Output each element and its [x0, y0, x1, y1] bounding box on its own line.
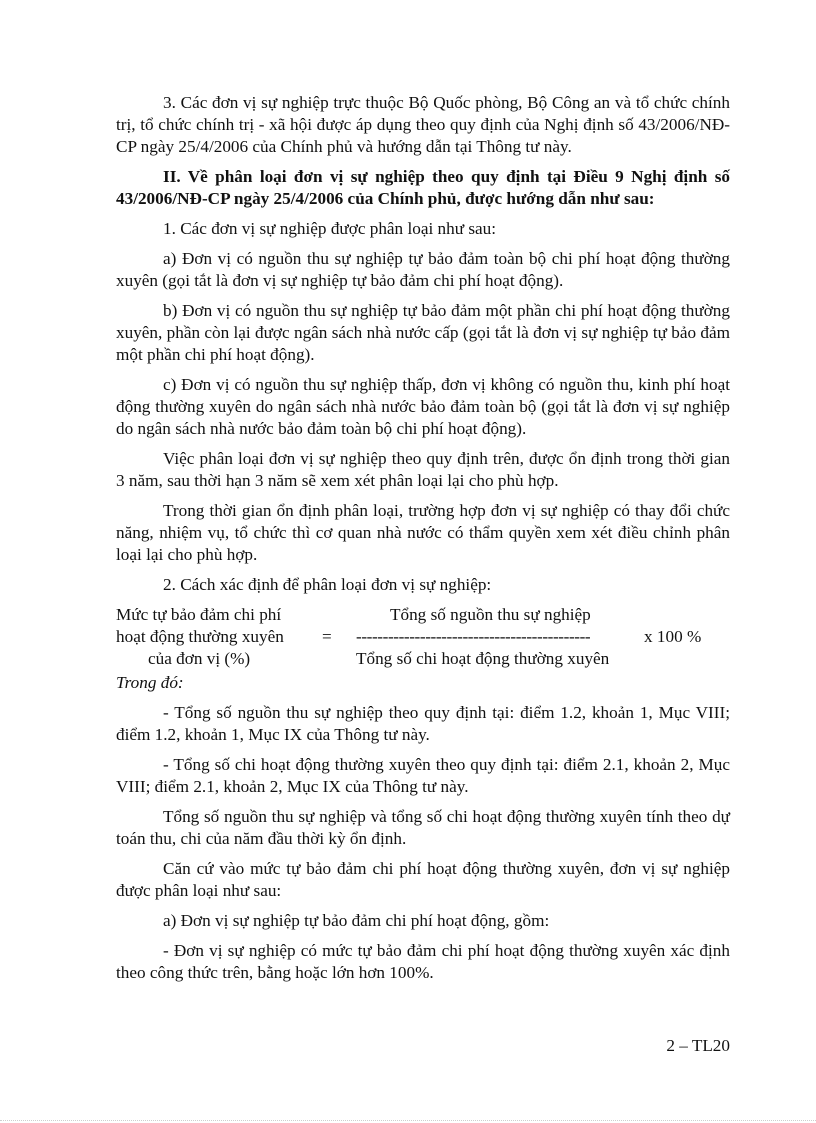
paragraph: c) Đơn vị có nguồn thu sự nghiệp thấp, đơn vị không có nguồn thu, kinh phí hoạt động thường xuyên do ngân sách nhà nước bảo đảm toàn bộ (gọi tắt là đơn vị sự nghiệp do ngân sách nhà nước bảo đảm toàn bộ chi phí hoạt động).	[116, 375, 730, 438]
paragraph: Việc phân loại đơn vị sự nghiệp theo quy định trên, được ổn định trong thời gian 3 năm, sau thời hạn 3 năm sẽ xem xét phân loại lại cho phù hợp.	[116, 449, 730, 490]
paragraph: Tổng số nguồn thu sự nghiệp và tổng số chi hoạt động thường xuyên tính theo dự toán thu, chi của năm đầu thời kỳ ổn định.	[116, 807, 730, 848]
formula-left-line2: hoạt động thường xuyên	[116, 627, 284, 646]
paragraph: a) Đơn vị có nguồn thu sự nghiệp tự bảo đảm toàn bộ chi phí hoạt động thường xuyên (gọi tắt là đơn vị sự nghiệp tự bảo đảm chi phí hoạt động).	[116, 249, 730, 290]
formula-left-line1: Mức tự bảo đảm chi phí	[116, 605, 282, 624]
page-edge-divider	[0, 1120, 816, 1121]
paragraph: b) Đơn vị có nguồn thu sự nghiệp tự bảo đảm một phần chi phí hoạt động thường xuyên, phần còn lại được ngân sách nhà nước cấp (gọi tắt là đơn vị sự nghiệp tự bảo đảm một phần chi phí hoạt động).	[116, 301, 730, 364]
formula	[116, 604, 730, 670]
formula-multiplier: x 100 %	[644, 627, 702, 646]
formula-numerator: Tổng số nguồn thu sự nghiệp	[390, 605, 591, 624]
page-number: 2 – TL20	[666, 1036, 730, 1055]
paragraph: Trong thời gian ổn định phân loại, trường hợp đơn vị sự nghiệp có thay đổi chức năng, nhiệm vụ, tổ chức thì cơ quan nhà nước có thẩm quyền xem xét điều chỉnh phân loại lại cho phù hợp.	[116, 501, 730, 564]
section-heading: II. Về phân loại đơn vị sự nghiệp theo quy định tại Điều 9 Nghị định số 43/2006/NĐ-CP ngày 25/4/2006 của Chính phủ, được hướng dẫn như sau:	[116, 167, 730, 208]
paragraph: a) Đơn vị sự nghiệp tự bảo đảm chi phí hoạt động, gồm:	[163, 911, 550, 930]
paragraph: Căn cứ vào mức tự bảo đảm chi phí hoạt động thường xuyên, đơn vị sự nghiệp được phân loại như sau:	[116, 859, 730, 900]
paragraph: - Tổng số nguồn thu sự nghiệp theo quy định tại: điểm 1.2, khoản 1, Mục VIII; điểm 1.2, khoản 1, Mục IX của Thông tư này.	[116, 703, 730, 744]
paragraph: 2. Cách xác định để phân loại đơn vị sự nghiệp:	[163, 575, 492, 594]
formula-fraction-bar: --------------------------------------------	[356, 627, 591, 646]
formula-denominator: Tổng số chi hoạt động thường xuyên	[356, 649, 610, 668]
formula-left-line3: của đơn vị (%)	[148, 649, 251, 668]
formula-equals: =	[322, 627, 332, 646]
paragraph: 1. Các đơn vị sự nghiệp được phân loại như sau:	[163, 219, 497, 238]
paragraph: - Đơn vị sự nghiệp có mức tự bảo đảm chi phí hoạt động thường xuyên xác định theo công thức trên, bằng hoặc lớn hơn 100%.	[116, 941, 730, 982]
document-body	[116, 92, 730, 992]
where-label: Trong đó:	[116, 673, 184, 692]
paragraph: 3. Các đơn vị sự nghiệp trực thuộc Bộ Quốc phòng, Bộ Công an và tổ chức chính trị, tổ chức chính trị - xã hội được áp dụng theo quy định của Nghị định số 43/2006/NĐ-CP ngày 25/4/2006 của Chính phủ và hướng dẫn tại Thông tư này.	[116, 93, 730, 156]
paragraph: - Tổng số chi hoạt động thường xuyên theo quy định tại: điểm 2.1, khoản 2, Mục VIII; điểm 2.1, khoản 2, Mục IX của Thông tư này.	[116, 755, 730, 796]
